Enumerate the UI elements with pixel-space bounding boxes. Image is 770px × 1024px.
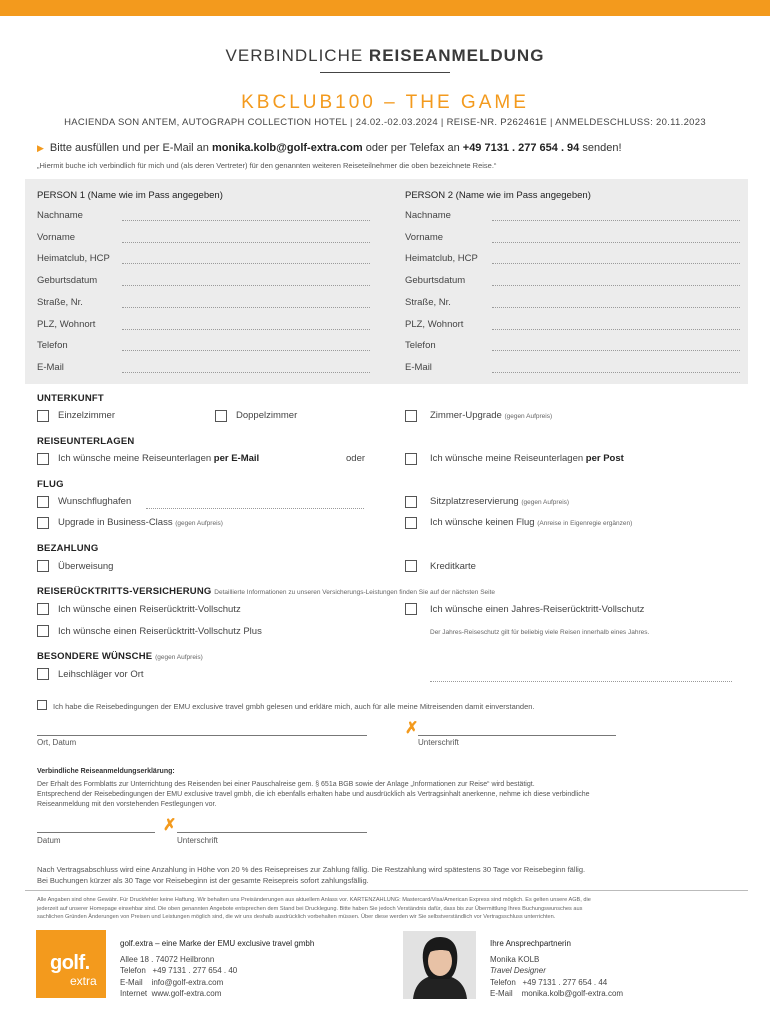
einzelzimmer-label: Einzelzimmer [58,410,116,421]
ort-datum-label: Ort, Datum [37,738,77,747]
reiseruecktritt-label: Ich wünsche einen Reiserücktritt-Vollschutz [58,604,241,615]
person1-field-label: Nachname [37,210,83,221]
contact-email-link[interactable]: monika.kolb@golf-extra.com [521,989,624,998]
person2-field-input[interactable] [492,242,740,243]
person2-field-label: Telefon [405,340,436,352]
bezahlung-heading: BEZAHLUNG [37,543,99,554]
person2-field-input[interactable] [492,220,740,221]
datum-line[interactable] [37,832,155,833]
signature-x-icon: ✗ [405,720,419,737]
datum-label: Datum [37,836,61,845]
instructions: ▶ Bitte ausfüllen und per E-Mail an monika.kolb@golf-extra.com oder per Telefax an +49 7131 . 277 654 . 94 senden! [37,142,622,154]
wunschflughafen-checkbox[interactable] [37,496,49,508]
agb-checkbox[interactable] [37,700,47,710]
disclaimer: Alle Angaben sind ohne Gewähr. Für Druckfehler keine Haftung. Wir behalten uns Preisänderungen aus aktuellem Anlass vor. KARTENZAHLUNG: Mastercard/Visa/American Express sind möglich. Es gelten unsere AGB, die jederzeit auf unserer Homepage einsehbar sind. Die oben genannten Angebote entsprechen dem Stand bei Drucklegung. Bitte haben Sie jedoch Verständnis dafür, dass bis zur Übermittlung Ihres Buchungswunsches aus sachlichen Gründen Änderungen von Preisen und Leistungen möglich sind, die wir uns deshalb ausdrücklich vorbehalten müssen. Über diese werden wir Sie selbstverständlich vor Vertragsschluss unterrichten. [37,897,591,920]
person1-field-label: Geburtsdatum [37,275,98,287]
top-accent-bar [0,0,770,16]
oder-label: oder [346,453,366,464]
person1-field-input[interactable] [122,329,370,330]
zahlung-text: Nach Vertragsabschluss wird eine Anzahlung in Höhe von 20 % des Reisepreises zur Zahlung fällig. Die Restzahlung wird spätestens 30 Tage vor Reisebeginn fällig. Bei Buchungen kürzer als 30 Tage vor Reisebeginn ist der gesamte Reisepreis sofort zahlungsfällig. [37,865,586,885]
business-label: Upgrade in Business-Class (gegen Aufpreis) [58,517,223,528]
leihschlaeger-checkbox[interactable] [37,668,49,680]
wunschflughafen-label: Wunschflughafen [58,496,132,507]
doppelzimmer-label: Doppelzimmer [236,410,298,421]
doppelzimmer-checkbox[interactable] [215,410,227,422]
contact-info: Ihre Ansprechpartnerin Monika KOLB Travel Designer Telefon +49 7131 . 277 654 . 44 E-Mail monika.kolb@golf-extra.com [490,939,624,998]
kreditkarte-checkbox[interactable] [405,560,417,572]
person1-field-label: Heimatclub, HCP [37,253,110,265]
kein-flug-checkbox[interactable] [405,517,417,529]
wuensche-heading-row: BESONDERE WÜNSCHE (gegen Aufpreis) [37,651,203,662]
person1-field-input[interactable] [122,285,370,286]
unterlagen-email-checkbox[interactable] [37,453,49,465]
person2-field-label: Straße, Nr. [405,296,451,308]
person-form-box [25,179,748,384]
unterschrift2-line[interactable] [177,832,367,833]
person2-field-input[interactable] [492,350,740,351]
person1-field-label: Straße, Nr. [37,296,83,308]
person2-field-input[interactable] [492,263,740,264]
business-checkbox[interactable] [37,517,49,529]
agb-text: Ich habe die Reisebedingungen der EMU exclusive travel gmbh gelesen und erkläre mich, auch für alle meine Mitreisenden damit einverstanden. [53,702,535,711]
unterschrift2-label: Unterschrift [177,836,218,845]
jahres-reiseruecktritt-label: Ich wünsche einen Jahres-Reiserücktritt-Vollschutz [430,604,645,615]
erklaerung-heading: Verbindliche Reiseanmeldungserklärung: [37,768,175,775]
wunschflughafen-input[interactable] [146,508,364,509]
einzelzimmer-checkbox[interactable] [37,410,49,422]
person1-field-label: Telefon [37,340,68,352]
person2-field-input[interactable] [492,285,740,286]
unterlagen-post-checkbox[interactable] [405,453,417,465]
person1-field-label: PLZ, Wohnort [37,318,96,330]
unterlagen-post-label: Ich wünsche meine Reiseunterlagen per Post [430,453,624,464]
kein-flug-label: Ich wünsche keinen Flug (Anreise in Eigenregie ergänzen) [430,517,633,528]
person2-field-input[interactable] [492,372,740,373]
company-info: golf.extra – eine Marke der EMU exclusive travel gmbh Allee 18 . 74072 Heilbronn Telefon +49 7131 . 277 654 . 40 E-Mail info@golf-extra.com Internet www.golf-extra.com [120,939,315,998]
person1-field-input[interactable] [122,372,370,373]
sitzplatz-label: Sitzplatzreservierung (gegen Aufpreis) [430,496,570,507]
divider [25,890,748,891]
person1-field-input[interactable] [122,220,370,221]
person2-field-label: Heimatclub, HCP [405,253,478,265]
person1-field-input[interactable] [122,350,370,351]
versicherung-heading-row: REISERÜCKTRITTS-VERSICHERUNG Detaillierte Informationen zu unseren Versicherungs-Leistungen finden Sie auf der nächsten Seite [37,586,496,597]
ueberweisung-label: Überweisung [58,561,114,572]
event-title: KBCLUB100 – THE GAME [241,92,529,113]
unterschrift-label: Unterschrift [418,738,459,747]
jahres-reiseruecktritt-checkbox[interactable] [405,603,417,615]
ueberweisung-checkbox[interactable] [37,560,49,572]
signature-x2-icon: ✗ [163,817,177,834]
person1-heading: PERSON 1 (Name wie im Pass angegeben) [37,190,223,201]
unterschrift-line[interactable] [418,735,616,736]
company-email-link[interactable]: info@golf-extra.com [151,977,224,987]
sitzplatz-checkbox[interactable] [405,496,417,508]
unterlagen-email-label: Ich wünsche meine Reiseunterlagen per E-Mail [58,453,260,464]
person2-field-label: E-Mail [405,361,432,373]
wuensche-input[interactable] [430,681,732,682]
zimmer-upgrade-checkbox[interactable] [405,410,417,422]
booking-quote: „Hiermit buche ich verbindlich für mich und (als deren Vertreter) für den genannten weiteren Reiseteilnehmer die oben bezeichnete Reise.“ [37,161,497,170]
person1-field-input[interactable] [122,307,370,308]
unterkunft-heading: UNTERKUNFT [37,393,104,404]
golf-extra-logo: golf. extra [36,930,106,998]
hotel-line: HACIENDA SON ANTEM, AUTOGRAPH COLLECTION HOTEL | 24.02.-02.03.2024 | REISE-NR. P262461E | ANMELDESCHLUSS: 20.11.2023 [64,117,706,128]
page-title: VERBINDLICHE REISEANMELDUNG [225,46,545,65]
person1-field-input[interactable] [122,263,370,264]
person1-field-input[interactable] [122,242,370,243]
person2-field-label: Vorname [405,231,444,243]
flug-heading: FLUG [37,479,64,490]
title-underline [320,72,450,73]
person2-field-label: Nachname [405,210,451,221]
reiseruecktritt-plus-label: Ich wünsche einen Reiserücktritt-Vollschutz Plus [58,626,262,637]
ort-datum-line[interactable] [37,735,367,736]
reiseruecktritt-checkbox[interactable] [37,603,49,615]
reiseunterlagen-heading: REISEUNTERLAGEN [37,436,135,447]
person2-field-input[interactable] [492,329,740,330]
erklaerung-text: Der Erhalt des Formblatts zur Unterrichtung des Reisenden bei einer Pauschalreise gem. § 651a BGB sowie der Anlage „Informationen zur Reise“ wird bestätigt. Entsprechend der Reisebedingungen der EMU exclusive travel gmbh, die ich ebenfalls erhalten habe und ausdrücklich als Vertragsinhalt anerkenne, nehme ich diese verbindliche Reiseanmeldung mit den vorstehenden Festlegungen vor. [37,781,590,808]
person2-field-label: Geburtsdatum [405,275,466,287]
kreditkarte-label: Kreditkarte [430,561,476,572]
jahres-note: Der Jahres-Reiseschutz gilt für beliebig viele Reisen innerhalb eines Jahres. [430,629,650,636]
zimmer-upgrade-label: Zimmer-Upgrade (gegen Aufpreis) [430,410,553,421]
person1-field-label: E-Mail [37,361,64,373]
email-link[interactable]: monika.kolb@golf-extra.com [211,142,363,154]
arrow-icon: ▶ [37,143,44,153]
company-web-link[interactable]: www.golf-extra.com [151,989,222,998]
contact-photo [403,931,476,999]
person2-heading: PERSON 2 (Name wie im Pass angegeben) [405,190,591,201]
person2-field-input[interactable] [492,307,740,308]
leihschlaeger-label: Leihschläger vor Ort [58,669,144,680]
reiseruecktritt-plus-checkbox[interactable] [37,625,49,637]
person2-field-label: PLZ, Wohnort [405,318,464,330]
person1-field-label: Vorname [37,231,76,243]
fax-number: +49 7131 . 277 654 . 94 [462,142,580,154]
